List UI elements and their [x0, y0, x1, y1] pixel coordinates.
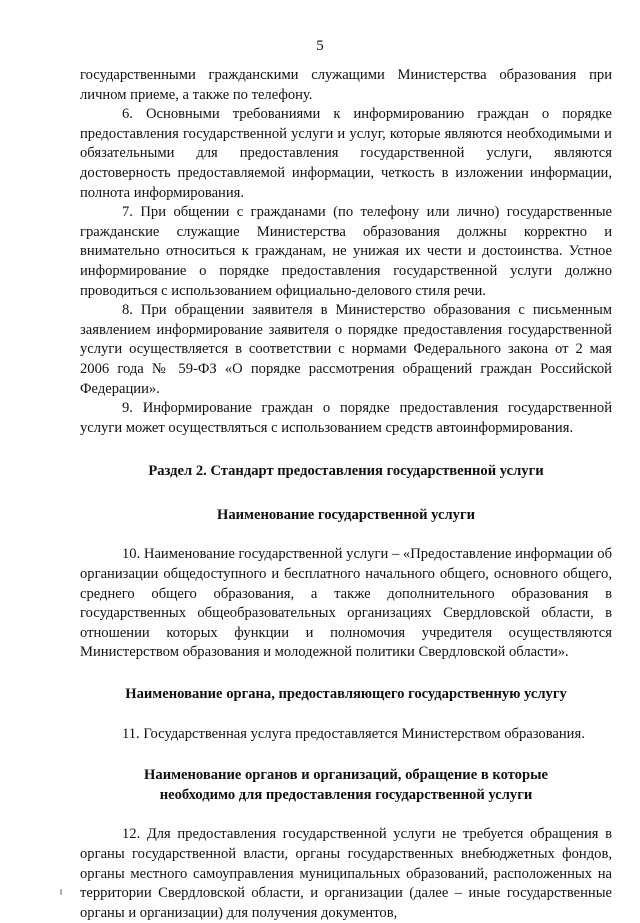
- paragraph-continuation: государственными гражданскими служащими Министерства образования при личном приеме, а также по телефону.: [80, 67, 612, 103]
- subheading-organs-line-2: необходимо для предоставления государственной услуги: [159, 786, 533, 803]
- paragraph-9: 9. Информирование граждан о порядке предоставления государственной услуги может осуществляться с использованием средств автоинформирования.: [80, 400, 612, 436]
- subheading-provider-name: Наименование органа, предоставляющего государственную услугу: [125, 686, 567, 703]
- paragraph-10: 10. Наименование государственной услуги – «Предоставление информации об организации общедоступного и бесплатного начального общего, основного общего, среднего общего образования, а также дополнительного образования в государственных общеобразовательных организациях Свердловской области, в отношении которых функции и полномочия учредителя осуществляются Министерством образования и молодежной политики Свердловской области».: [80, 546, 612, 661]
- paragraph-8: 8. При обращении заявителя в Министерство образования с письменным заявлением информирование заявителя о порядке предоставления государственной услуги осуществляется в соответствии с нормами Федерального закона от 2 мая 2006 года № 59-ФЗ «О порядке рассмотрения обращений граждан Российской Федерации».: [80, 302, 612, 397]
- subheading-service-name: Наименование государственной услуги: [217, 506, 475, 523]
- paragraph-11: 11. Государственная услуга предоставляется Министерством образования.: [122, 725, 585, 742]
- document-body: [80, 66, 612, 923]
- page-number: 5: [316, 38, 324, 54]
- subheading-organs-line-1: Наименование органов и организаций, обращение в которые: [144, 767, 548, 784]
- subheading-organs: [80, 766, 612, 805]
- paragraph-7: 7. При общении с гражданами (по телефону или лично) государственные гражданские служащие Министерства образования должны корректно и внимательно относиться к гражданам, не унижая их чести и достоинства. Устное информирование о порядке предоставления государственной услуги должно проводиться с использованием официально-делового стиля речи.: [80, 204, 612, 299]
- paragraph-6: 6. Основными требованиями к информированию граждан о порядке предоставления государственной услуги и услуг, которые являются необходимыми и обязательными для предоставления государственной услуги, являются достоверность предоставляемой информации, четкость в изложении информации, полнота информирования.: [80, 106, 612, 201]
- scan-artifact: [60, 889, 62, 895]
- section-heading: Раздел 2. Стандарт предоставления государственной услуги: [148, 463, 544, 480]
- paragraph-12: 12. Для предоставления государственной услуги не требуется обращения в органы государственной власти, органы государственных внебюджетных фондов, органы местного самоуправления муниципальных образований, расположенных на территории Свердловской области, и организации (далее – иные государственные органы и организации) для получения документов,: [80, 826, 612, 921]
